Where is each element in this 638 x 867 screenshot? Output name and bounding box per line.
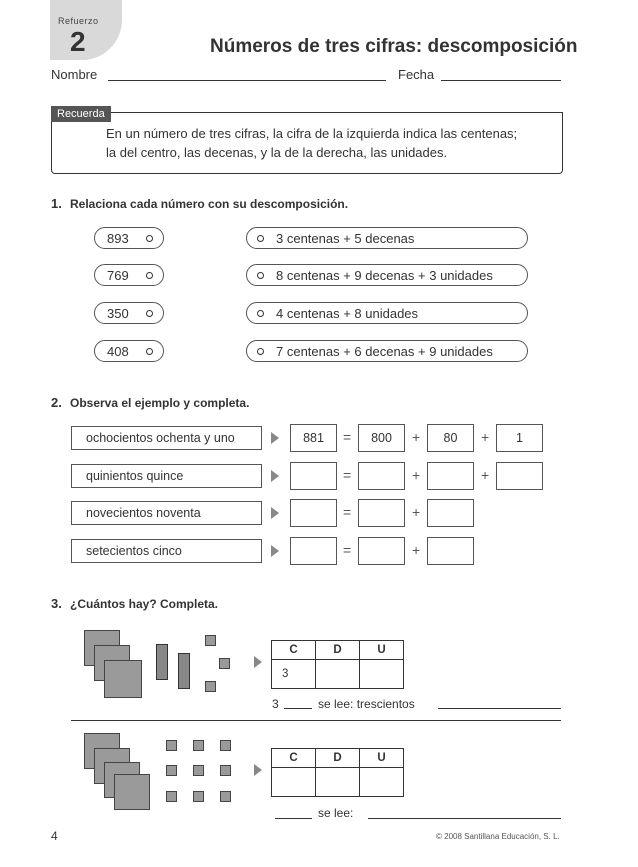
unit-cube-icon: [205, 681, 216, 692]
ex2-unidades-box[interactable]: 1: [496, 424, 543, 452]
ex2-decenas-box[interactable]: [427, 499, 474, 527]
ex1-number-value: 350: [107, 305, 129, 321]
fecha-field[interactable]: [441, 80, 561, 81]
ex2-centenas-box[interactable]: [358, 462, 405, 490]
match-dot-icon[interactable]: [257, 310, 264, 317]
badge-label: Refuerzo: [58, 16, 99, 26]
match-dot-icon[interactable]: [146, 272, 153, 279]
ex2-words-box: novecientos noventa: [71, 501, 262, 525]
ex1-decomp-text: 8 centenas + 9 decenas + 3 unidades: [276, 267, 493, 283]
reads-label: se lee:: [318, 806, 354, 820]
ex1-decomp-text: 4 centenas + 8 unidades: [276, 305, 419, 321]
unit-cube-icon: [219, 658, 230, 669]
ex2-decenas-box[interactable]: [427, 462, 474, 490]
unit-cube-icon: [166, 740, 177, 751]
match-dot-icon[interactable]: [257, 272, 264, 279]
cdu-header-u: U: [360, 641, 404, 660]
reads-label: se lee: trescientos: [318, 697, 415, 711]
match-dot-icon[interactable]: [146, 310, 153, 317]
ex1-decomp-pill[interactable]: [246, 264, 528, 286]
unit-cube-icon: [220, 740, 231, 751]
arrow-right-icon: [254, 764, 262, 776]
recuerda-line-2: la del centro, las decenas, y la de la derecha, las unidades.: [106, 145, 448, 160]
ex1-decomp-pill[interactable]: [246, 302, 528, 324]
unit-cube-icon: [166, 765, 177, 776]
page-title: Números de tres cifras: descomposición: [210, 36, 578, 57]
divider: [71, 720, 561, 721]
ex2-total-box[interactable]: [290, 499, 337, 527]
cdu-table: [271, 748, 404, 797]
unit-cube-icon: [220, 765, 231, 776]
reads-blank[interactable]: [438, 708, 561, 709]
nombre-field[interactable]: [108, 80, 386, 81]
count-value: 3: [272, 697, 279, 711]
ex1-title: Relaciona cada número con su descomposición.: [70, 197, 349, 211]
match-dot-icon[interactable]: [146, 235, 153, 242]
unit-cube-icon: [193, 765, 204, 776]
match-dot-icon[interactable]: [257, 348, 264, 355]
ex1-number-pill[interactable]: [94, 340, 164, 362]
ex1-decomp-text: 7 centenas + 6 decenas + 9 unidades: [276, 343, 493, 359]
ex2-words-box: ochocientos ochenta y uno: [71, 426, 262, 450]
reads-blank[interactable]: [368, 818, 561, 819]
ex2-total-box[interactable]: 881: [290, 424, 337, 452]
ex1-number: 1.: [51, 196, 62, 211]
ex2-words-box: setecientos cinco: [71, 539, 262, 563]
count-blank[interactable]: [284, 708, 312, 709]
arrow-right-icon: [271, 470, 279, 482]
plus-sign: +: [481, 467, 490, 483]
hundred-block-icon: [114, 774, 150, 810]
worksheet-badge: [50, 0, 122, 60]
nombre-label: Nombre: [51, 67, 98, 82]
ex2-title: Observa el ejemplo y completa.: [70, 396, 250, 410]
count-blank[interactable]: [275, 818, 312, 819]
plus-sign: +: [412, 504, 421, 520]
ex2-unidades-box[interactable]: [496, 462, 543, 490]
cdu-header-c: C: [272, 641, 316, 660]
ex2-words-box: quinientos quince: [71, 464, 262, 488]
ex2-decenas-box[interactable]: 80: [427, 424, 474, 452]
unit-cube-icon: [220, 791, 231, 802]
arrow-right-icon: [271, 432, 279, 444]
unit-cube-icon: [166, 791, 177, 802]
ex1-decomp-text: 3 centenas + 5 decenas: [276, 230, 415, 246]
ex3-title: ¿Cuántos hay? Completa.: [70, 597, 219, 611]
match-dot-icon[interactable]: [146, 348, 153, 355]
arrow-right-icon: [271, 507, 279, 519]
equals-sign: =: [343, 429, 352, 445]
ex1-number-value: 769: [107, 267, 129, 283]
plus-sign: +: [412, 467, 421, 483]
plus-sign: +: [412, 429, 421, 445]
ex2-total-box[interactable]: [290, 462, 337, 490]
hundred-block-icon: [104, 660, 142, 698]
match-dot-icon[interactable]: [257, 235, 264, 242]
recuerda-line-1: En un número de tres cifras, la cifra de la izquierda indica las centenas;: [106, 126, 518, 141]
fecha-label: Fecha: [398, 67, 435, 82]
ex1-number-value: 893: [107, 230, 129, 246]
cdu-table: [271, 640, 404, 689]
recuerda-text: [106, 124, 556, 162]
ex2-centenas-box[interactable]: [358, 537, 405, 565]
ex2-number: 2.: [51, 395, 62, 410]
plus-sign: +: [412, 542, 421, 558]
equals-sign: =: [343, 467, 352, 483]
unit-cube-icon: [205, 635, 216, 646]
cdu-cell-u[interactable]: [360, 768, 404, 797]
unit-cube-icon: [193, 740, 204, 751]
ex3-number: 3.: [51, 596, 62, 611]
arrow-right-icon: [254, 656, 262, 668]
ex2-total-box[interactable]: [290, 537, 337, 565]
equals-sign: =: [343, 504, 352, 520]
cdu-header-u: U: [360, 749, 404, 768]
ten-rod-icon: [178, 653, 190, 689]
ex1-decomp-pill[interactable]: [246, 340, 528, 362]
cdu-cell-c[interactable]: [272, 768, 316, 797]
ex1-decomp-pill[interactable]: [246, 227, 528, 249]
copyright: © 2008 Santillana Educación, S. L.: [436, 832, 560, 841]
ex2-centenas-box[interactable]: 800: [358, 424, 405, 452]
cdu-cell-u[interactable]: [360, 660, 404, 689]
ten-rod-icon: [156, 644, 168, 680]
page-number: 4: [51, 829, 58, 843]
arrow-right-icon: [271, 545, 279, 557]
cdu-header-d: D: [316, 641, 360, 660]
ex2-decenas-box[interactable]: [427, 537, 474, 565]
ex1-number-value: 408: [107, 343, 129, 359]
cdu-cell-c[interactable]: 3: [272, 660, 316, 689]
unit-cube-icon: [193, 791, 204, 802]
ex2-centenas-box[interactable]: [358, 499, 405, 527]
plus-sign: +: [481, 429, 490, 445]
cdu-cell-d[interactable]: [316, 660, 360, 689]
cdu-header-d: D: [316, 749, 360, 768]
cdu-cell-d[interactable]: [316, 768, 360, 797]
badge-number: 2: [70, 26, 86, 57]
cdu-header-c: C: [272, 749, 316, 768]
ex1-number-pill[interactable]: [94, 264, 164, 286]
ex1-number-pill[interactable]: [94, 227, 164, 249]
equals-sign: =: [343, 542, 352, 558]
ex1-number-pill[interactable]: [94, 302, 164, 324]
recuerda-tab: Recuerda: [51, 106, 111, 122]
